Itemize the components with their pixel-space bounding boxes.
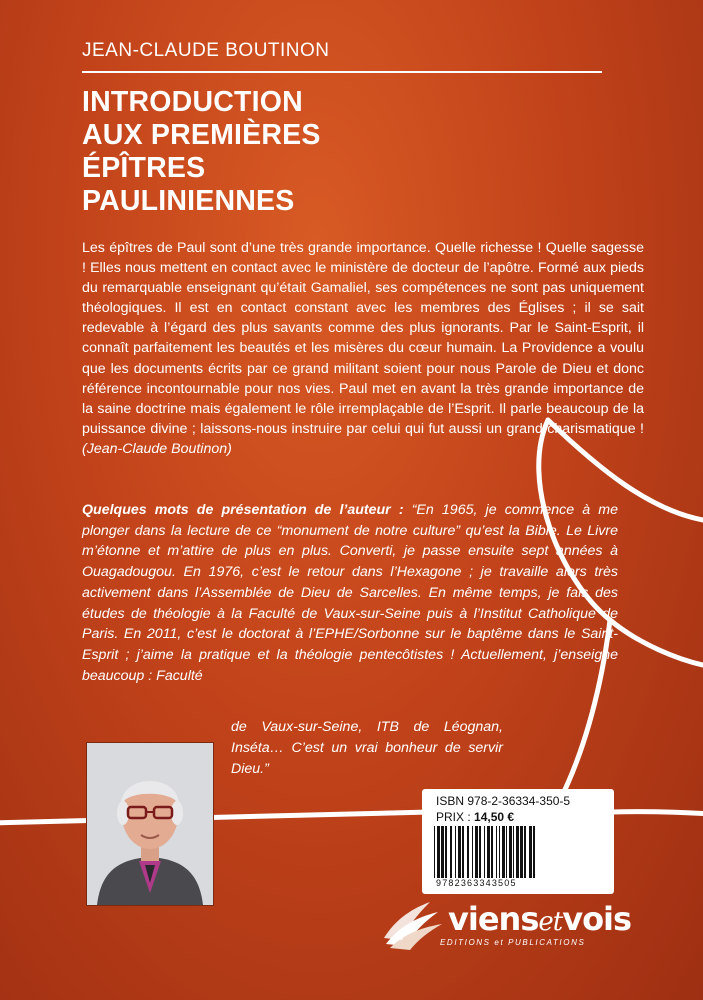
barcode-bar [524,826,526,878]
barcode-bar [484,826,485,878]
barcode-bar [509,826,512,878]
book-title [82,86,642,218]
author-name: JEAN-CLAUDE BOUTINON [82,40,330,61]
publisher-name-viens: viens [448,900,539,938]
publisher-name [448,900,631,938]
barcode-bar [516,826,519,878]
barcode-bar [475,826,478,878]
title-line: AUX PREMIÈRES [82,119,321,151]
barcode-bar [467,826,469,878]
barcode-bar [529,826,532,878]
price [436,810,514,824]
barcode-bar [506,826,507,878]
barcode-bar [434,826,435,878]
summary-text: Les épîtres de Paul sont d’une très grande importance. Quelle richesse ! Quelle sagesse ! Elles nous mettent en contact avec le ministère de docteur de l’apôtre. Formé aux pieds du remarquable enseignant qu’était Gamaliel, ses compétences ne sont pas uniquement théologiques. Il est en contact constant avec les membres des Églises ; il se sait redevable à l’égard des plus savants comme des plus ignorants. Par le Saint-Esprit, il connaît parfaitement les beautés et les misères du cœur humain. La Providence a voulu que les documents écrits par ce grand militant soient pour nous Parole de Dieu et donc référence incontournable pour nos vies. Paul met en avant la très grande importance de la saine doctrine mais également le rôle irremplaçable de l’Esprit. Il parle beaucoup de la puissance divine ; laissons-nous instruire par celui qui fut aussi un grand charismatique ! [82,240,644,437]
isbn: ISBN 978-2-36334-350-5 [436,794,571,808]
publisher-subtitle: EDITIONS et PUBLICATIONS [440,938,586,947]
barcode-label [422,789,614,894]
author-photo [86,742,214,906]
bio-text-continued: de Vaux-sur-Seine, ITB de Léognan, Inséta… C’est un vrai bonheur de servir Dieu.” [231,719,503,777]
barcode-bar [496,826,497,878]
title-line: INTRODUCTION [82,86,303,118]
author-bio [82,500,618,686]
ean-number: 9782363343505 [436,878,517,888]
title-line: PAULINIENNES [82,185,295,217]
barcode-bar [520,826,523,878]
barcode-bar [458,826,461,878]
barcode-bar [533,826,535,878]
book-summary [82,238,644,459]
barcode-bar [455,826,456,878]
barcode-bar [513,826,514,878]
author-divider [82,71,602,73]
barcode-bar [441,826,444,878]
barcode-bar [445,826,447,878]
price-value: 14,50 € [474,810,515,824]
publisher-name-et: et [538,907,563,937]
barcode-bar [450,826,452,878]
barcode-bar [499,826,500,878]
publisher-name-vois: vois [562,900,632,938]
publisher-logo [380,898,632,958]
barcode-bar [502,826,505,878]
price-label: PRIX : [436,810,471,824]
title-line: ÉPÎTRES [82,152,206,184]
bio-text: “En 1965, je commence à me plonger dans la lecture de ce “monument de notre culture” qu’est la Bible. Le Livre m’étonne et m’attire de plus en plus. Converti, je passe ensuite sept années à Ouagadougou. En 1976, c’est le retour dans l’Hexagone ; je travaille alors très activement dans l’Assemblée de Dieu de Sarcelles. En même temps, je fais des études de théologie à la Faculté de Vaux-sur-Seine puis à l’Institut Catholique de Paris. En 2011, c’est le doctorat à l’EPHE/Sorbonne sur le baptême dans le Saint-Esprit ; j’aime la pratique et la théologie pentecôtistes ! Actuellement, j’enseigne beaucoup : Faculté [82,502,618,684]
barcode-bar [472,826,473,878]
bio-heading: Quelques mots de présentation de l’auteur : [82,502,404,518]
barcode-bar [462,826,464,878]
barcode-bar [437,826,440,878]
barcode-icon [432,826,604,878]
barcode-bar [487,826,490,878]
author-portrait-illustration [87,743,213,905]
summary-citation: (Jean-Claude Boutinon) [82,440,232,457]
barcode-bar [479,826,481,878]
barcode-bar [491,826,493,878]
